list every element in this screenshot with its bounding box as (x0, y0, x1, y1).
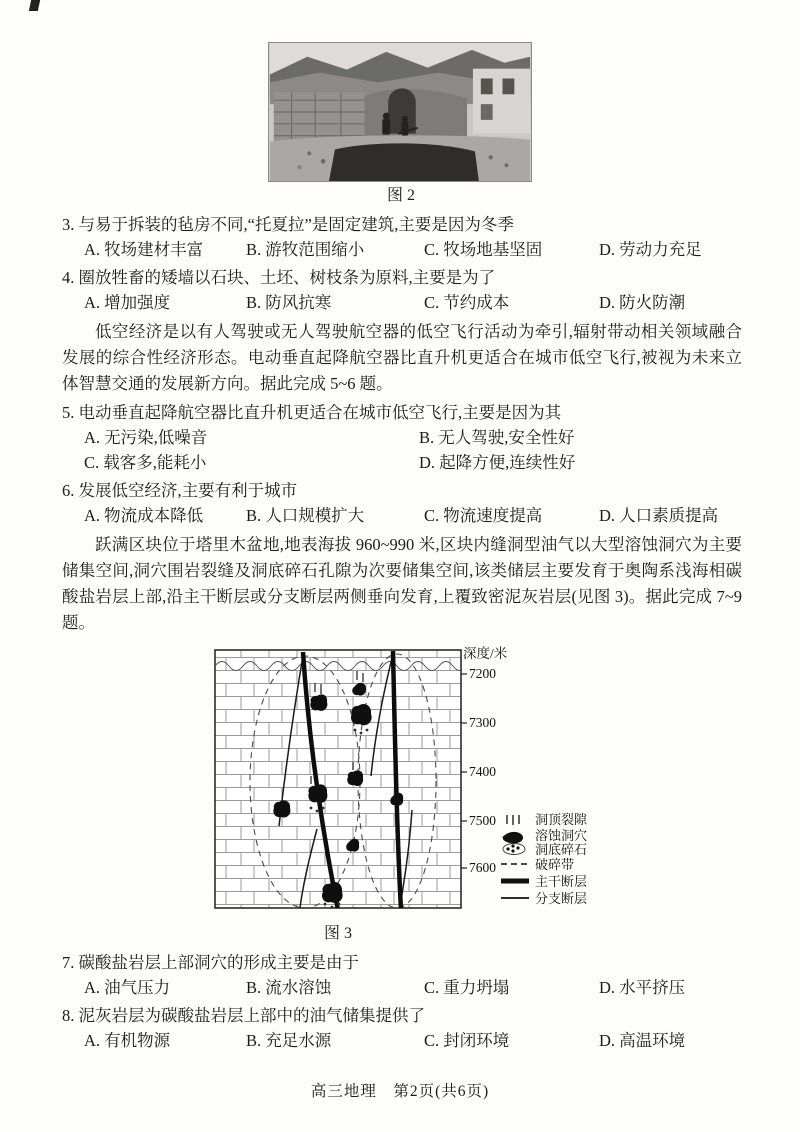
depth-tick-7500: 7500 (469, 813, 496, 828)
depth-tick-7200: 7200 (469, 666, 496, 681)
question-5-option-a: A. 无污染,低噪音 (84, 428, 208, 447)
depth-tick-7600: 7600 (469, 860, 496, 875)
question-5-option-d: D. 起降方便,连续性好 (419, 453, 576, 472)
question-8-stem: 8. 泥灰岩层为碳酸盐岩层上部中的油气储集提供了 (62, 1006, 425, 1025)
question-4-options (62, 290, 742, 315)
question-6-option-b: B. 人口规模扩大 (246, 506, 365, 525)
question-7-option-b: B. 流水溶蚀 (246, 978, 332, 997)
figure2 (268, 42, 534, 207)
legend-label-cave-top-fissure: 洞顶裂隙 (535, 812, 588, 827)
question-7-option-d: D. 水平挤压 (599, 978, 686, 997)
figure2-caption: 图 2 (386, 187, 415, 204)
legend-label-branch-fault: 分支断层 (535, 891, 588, 906)
depth-axis-ticks (461, 674, 467, 868)
question-3-stem: 3. 与易于拆装的毡房不同,“托夏拉”是固定建筑,主要是因为冬季 (62, 215, 514, 234)
depth-tick-7400: 7400 (469, 764, 496, 779)
legend-label-cave-bottom-rubble: 洞底碎石 (535, 842, 588, 857)
question-8-option-c: C. 封闭环境 (424, 1031, 510, 1050)
scan-artifact (29, 0, 40, 11)
legend-label-fracture-zone: 破碎带 (535, 857, 575, 872)
question-4-option-a: A. 增加强度 (84, 293, 171, 312)
legend-cave-top-fissure-icon (507, 815, 519, 825)
question-7-stem: 7. 碳酸盐岩层上部洞穴的形成主要是由于 (62, 953, 359, 972)
question-3-option-b: B. 游牧范围缩小 (246, 240, 365, 259)
question-6-option-c: C. 物流速度提高 (424, 506, 543, 525)
legend-label-dissolution-cave: 溶蚀洞穴 (535, 828, 588, 843)
question-5-option-b: B. 无人驾驶,安全性好 (419, 428, 575, 447)
passage-yueman-block: 跃满区块位于塔里木盆地,地表海拔 960~990 米,区块内缝洞型油气以大型溶蚀洞穴为主要储集空间,洞穴围岩裂缝及洞底碎石孔隙为次要储集空间,该类储层主要发育于奥陶系浅海相碳酸盐岩层上部,沿主干断层或分支断层两侧垂向发育,上覆致密泥灰岩层(见图 3)。据此完成 7~9 题。 (62, 535, 742, 632)
question-8-options (62, 1028, 742, 1053)
question-area (0, 207, 800, 636)
question-5-options (62, 425, 742, 475)
question-3-option-a: A. 牧场建材丰富 (84, 240, 204, 259)
question-5-option-c: C. 载客多,能耗小 (84, 453, 207, 472)
figure3-caption: 图 3 (323, 925, 352, 942)
question-4-option-b: B. 防风抗寒 (246, 293, 332, 312)
question-3-option-c: C. 牧场地基坚固 (424, 240, 543, 259)
question-7-option-a: A. 油气压力 (84, 978, 171, 997)
figure3-legend (501, 812, 588, 906)
question-7-option-c: C. 重力坍塌 (424, 978, 510, 997)
question-6-option-d: D. 人口素质提高 (599, 506, 719, 525)
page-footer: 高三地理 第2页(共6页) (310, 1083, 490, 1100)
question-4-option-d: D. 防火防潮 (599, 293, 686, 312)
question-6-option-a: A. 物流成本降低 (84, 506, 204, 525)
question-6-options (62, 503, 742, 528)
question-8-option-b: B. 充足水源 (246, 1031, 332, 1050)
legend-cave-bottom-rubble-icon (503, 844, 525, 855)
figure3-diagram (205, 644, 615, 916)
question-8-option-a: A. 有机物源 (84, 1031, 171, 1050)
figure3 (205, 644, 800, 921)
depth-axis-label: 深度/米 (463, 646, 508, 661)
legend-label-main-fault: 主干断层 (535, 874, 588, 889)
question-5-stem: 5. 电动垂直起降航空器比直升机更适合在城市低空飞行,主要是因为其 (62, 403, 562, 422)
question-4-stem: 4. 圈放牲畜的矮墙以石块、土坯、树枝条为原料,主要是为了 (62, 268, 496, 287)
question-6-stem: 6. 发展低空经济,主要有利于城市 (62, 481, 298, 500)
question-7-options (62, 975, 742, 1000)
depth-tick-7300: 7300 (469, 715, 496, 730)
question-8-option-d: D. 高温环境 (599, 1031, 686, 1050)
passage-low-altitude-economy: 低空经济是以有人驾驶或无人驾驶航空器的低空飞行活动为牵引,辐射带动相关领域融合发展的综合性经济形态。电动垂直起降航空器比直升机更适合在城市低空飞行,被视为未来立体智慧交通的发展新方向。据此完成 5~6 题。 (62, 322, 742, 393)
question-area-2 (0, 945, 800, 1053)
legend-dissolution-cave-icon (503, 832, 523, 843)
question-3-option-d: D. 劳动力充足 (599, 240, 702, 259)
question-4-option-c: C. 节约成本 (424, 293, 510, 312)
question-3-options (62, 237, 742, 262)
figure2-photo (268, 42, 532, 182)
